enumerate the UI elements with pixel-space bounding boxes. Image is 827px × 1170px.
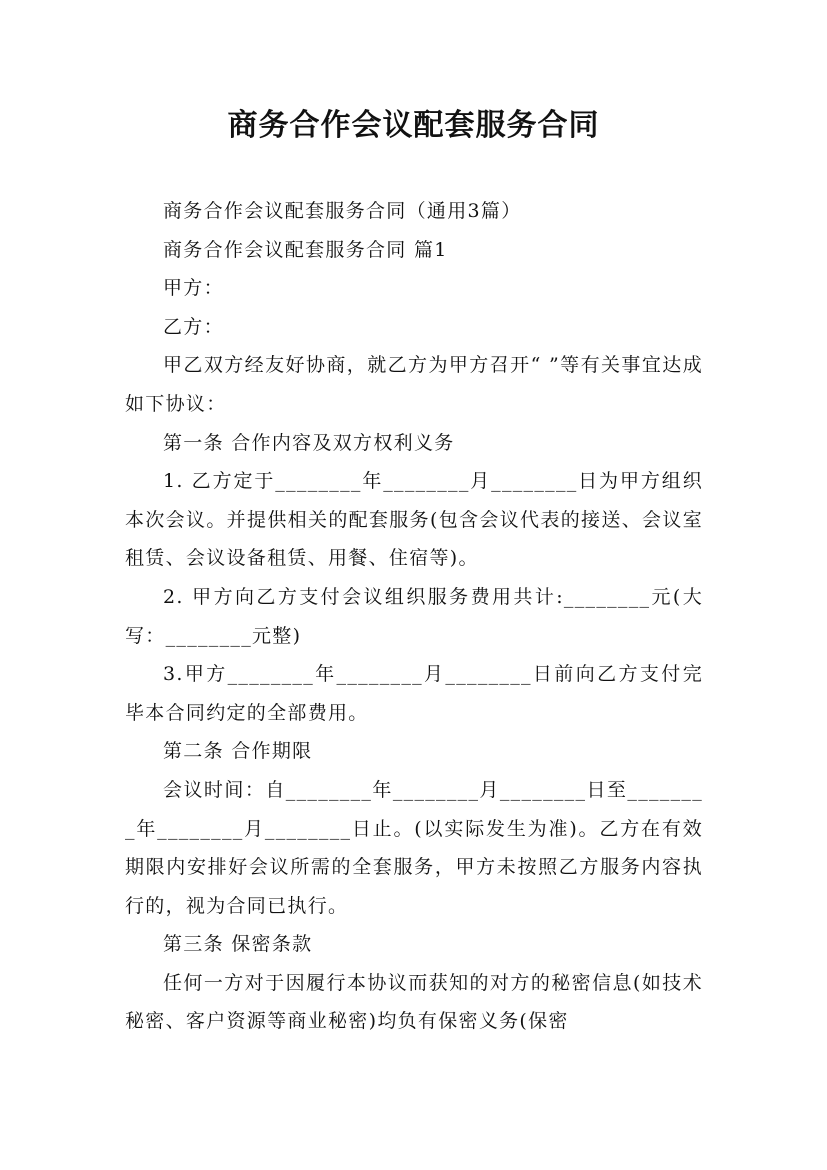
article-2-body: 会议时间：自________年________月________日至________年________月________日止。(以实际发生为准)。乙方在有效期限内安排好会议所需的全套服务，甲方未按照乙方服务内容执行的，视为合同已执行。 [125, 778, 703, 917]
article-1-clause-2: 2. 甲方向乙方支付会议组织服务费用共计:________元(大写：________元整) [125, 585, 703, 647]
document-body [125, 192, 703, 1041]
party-a-line: 甲方： [163, 277, 224, 300]
article-1-heading: 第一条 合作内容及双方权利义务 [163, 431, 455, 454]
document-title: 商务合作会议配套服务合同 [227, 108, 600, 143]
article-3-body: 任何一方对于因履行本协议而获知的对方的秘密信息(如技术秘密、客户资源等商业秘密)均负有保密义务(保密 [125, 971, 703, 1033]
article-1-clause-1: 1. 乙方定于________年________月________日为甲方组织本次会议。并提供相关的配套服务(包含会议代表的接送、会议室租赁、会议设备租赁、用餐、住宿等)。 [125, 470, 703, 570]
article-1-clause-3: 3.甲方________年________月________日前向乙方支付完毕本合同约定的全部费用。 [125, 663, 703, 724]
article-2-heading: 第二条 合作期限 [163, 740, 313, 763]
party-b-line: 乙方： [163, 315, 224, 338]
section-heading-part-1: 商务合作会议配套服务合同 篇1 [163, 238, 448, 261]
subtitle-paragraph: 商务合作会议配套服务合同（通用3篇） [163, 200, 522, 222]
article-3-heading: 第三条 保密条款 [163, 933, 313, 956]
preamble-paragraph: 甲乙双方经友好协商，就乙方为甲方召开“ ”等有关事宜达成如下协议： [125, 354, 703, 415]
